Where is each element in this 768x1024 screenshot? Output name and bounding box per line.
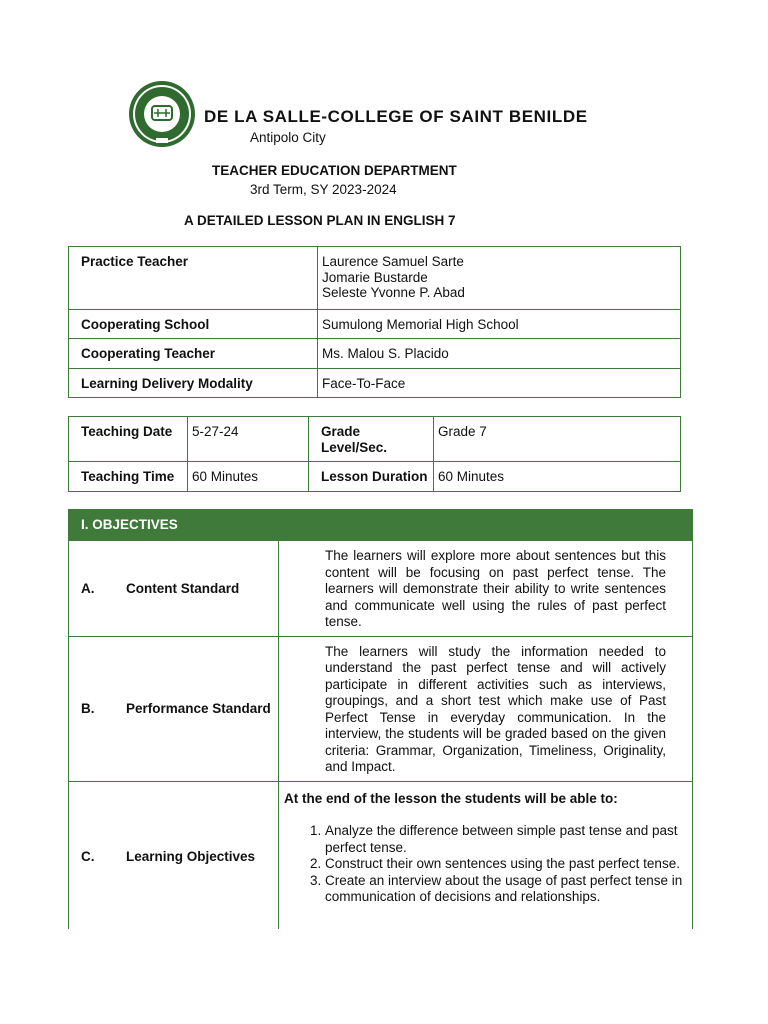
objectives-table xyxy=(68,540,693,929)
table-row xyxy=(69,462,681,492)
college-name: DE LA SALLE-COLLEGE OF SAINT BENILDE xyxy=(204,107,588,126)
objectives-heading: I. OBJECTIVES xyxy=(68,509,693,540)
learning-objectives-letter: C. xyxy=(81,848,95,864)
cooperating-school-label: Cooperating School xyxy=(69,309,318,339)
teaching-time-label: Teaching Time xyxy=(69,462,188,492)
learning-objectives-label: Learning Objectives xyxy=(126,848,256,864)
list-item: 3. Create an interview about the usage of past perfect tense in communication of decisions and relationships. xyxy=(325,873,691,906)
table-row xyxy=(69,636,693,781)
table-row xyxy=(69,309,681,339)
lesson-duration-label: Lesson Duration xyxy=(309,462,434,492)
modality-value: Face-To-Face xyxy=(318,368,681,398)
modality-label: Learning Delivery Modality xyxy=(69,368,318,398)
practice-teacher-name: Laurence Samuel Sarte xyxy=(322,254,464,269)
lesson-duration-value: 60 Minutes xyxy=(434,462,681,492)
practice-teacher-label: Practice Teacher xyxy=(69,247,318,310)
department-title: TEACHER EDUCATION DEPARTMENT xyxy=(212,163,457,178)
cooperating-teacher-value: Ms. Malou S. Placido xyxy=(318,339,681,369)
learning-objectives-cell xyxy=(279,781,693,929)
term-line: 3rd Term, SY 2023-2024 xyxy=(250,182,397,197)
content-standard-letter: A. xyxy=(81,580,95,596)
practice-teacher-name: Seleste Yvonne P. Abad xyxy=(322,285,465,300)
table-row xyxy=(69,339,681,369)
performance-standard-label: Performance Standard xyxy=(126,701,271,716)
content-standard-text: The learners will explore more about sentences but this content will be focusing on past perfect tense. The learners will demonstrate their ability to write sentences and communicate well using the rules of past perfect tense. xyxy=(325,548,666,629)
lesson-plan-title: A DETAILED LESSON PLAN IN ENGLISH 7 xyxy=(184,213,456,228)
practice-teacher-value xyxy=(318,247,681,310)
performance-standard-label-cell xyxy=(69,636,279,781)
table-row xyxy=(69,417,681,462)
learning-objectives-list xyxy=(280,823,691,906)
list-item: 1. Analyze the difference between simple past tense and past perfect tense. xyxy=(325,823,691,856)
performance-standard-letter: B. xyxy=(81,701,95,716)
content-standard-label: Content Standard xyxy=(126,580,240,596)
objectives-section xyxy=(68,509,693,929)
table-row xyxy=(69,247,681,310)
content-standard-cell xyxy=(279,541,693,637)
learning-objectives-label-cell xyxy=(69,781,279,929)
teaching-date-label: Teaching Date xyxy=(69,417,188,462)
performance-standard-text: The learners will study the information needed to understand the past perfect tense and will actively participate in different activities such as interviews, groupings, and a short test which make use of Past Perfect Tense in everyday communication. In the interview, the students will be graded based on the given criteria: Grammar, Organization, Timeliness, Originality, and Impact. xyxy=(325,643,666,774)
table-row xyxy=(69,781,693,929)
teaching-time-value: 60 Minutes xyxy=(188,462,309,492)
cooperating-school-value: Sumulong Memorial High School xyxy=(318,309,681,339)
grade-level-value: Grade 7 xyxy=(434,417,681,462)
grade-level-label: Grade Level/Sec. xyxy=(309,417,434,462)
list-item: 2. Construct their own sentences using the past perfect tense. xyxy=(325,856,691,873)
content-standard-label-cell xyxy=(69,541,279,637)
cooperating-teacher-label: Cooperating Teacher xyxy=(69,339,318,369)
teacher-info-table xyxy=(68,246,681,398)
schedule-table xyxy=(68,416,681,492)
learning-objectives-intro: At the end of the lesson the students will be able to: xyxy=(284,790,618,806)
performance-standard-cell xyxy=(279,636,693,781)
table-row xyxy=(69,541,693,637)
college-seal-logo xyxy=(128,80,196,148)
teaching-date-value: 5-27-24 xyxy=(188,417,309,462)
campus-city: Antipolo City xyxy=(250,130,326,145)
table-row xyxy=(69,368,681,398)
practice-teacher-name: Jomarie Bustarde xyxy=(322,269,428,285)
